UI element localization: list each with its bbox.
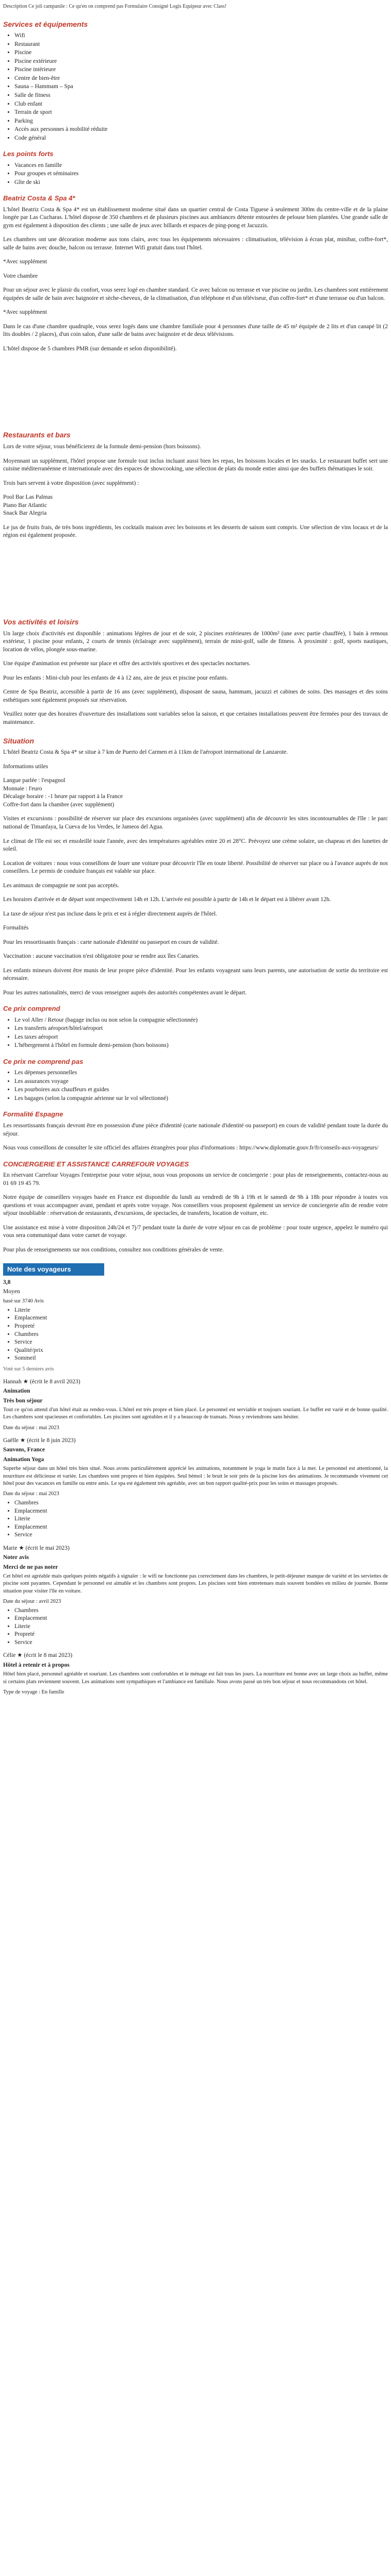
restaurants-description (3, 443, 388, 540)
situation-paragraph: Formalités (3, 925, 29, 931)
spacer (3, 359, 388, 421)
review-tags (3, 1607, 388, 1647)
situation-paragraph: Langue parlée : l'espagnol Monnaie : l'euro Décalage horaire : -1 heure par rapport à la France Coffre-fort dans la chambre (avec supplément) (3, 777, 123, 808)
prix-comprend-item: • Les taxes aéroport (14, 1033, 388, 1042)
review-category: • Chambres (14, 1331, 388, 1339)
situation-paragraph: Les horaires d'arrivée et de départ sont respectivement 14h et 12h. L'arrivée est possible à partir de 14h et le départ est à libérer avant 12h. (3, 896, 331, 903)
review-tag: • Service (14, 1531, 388, 1539)
situation-paragraph: Le climat de l'île est sec et ensoleillé toute l'année, avec des températures agréables entre 20 et 28°C. Prévoyez une crème solaire, un chapeau et des lunettes de soleil. (3, 838, 388, 853)
hotel-paragraph: Pour un séjour avec le plaisir du confort, vous serez logé en chambre standard. Ce avec balcon ou terrasse et vue piscine ou jardin. Les chambres sont entièrement équipées de salle de bain avec baignoire et sèche-cheveux, de la climatisation, d'un téléphone et d'un téléviseur, d'un coffre-fort* et d'une terrasse ou d'un balcon. (3, 287, 388, 301)
service-item: • Centre de bien-être (14, 75, 388, 83)
activite-paragraph: Centre de Spa Beatriz, accessible à partir de 16 ans (avec supplément), disposant de sauna, hammam, jacuzzi et cabines de soins. Des massages et des soins esthétiques sont également proposés sur réservation. (3, 689, 388, 703)
review-tag: • Chambres (14, 1499, 388, 1507)
review-label: Sauvons, France (3, 1447, 45, 1453)
conciergerie-paragraph: Pour plus de renseignements sur nos conditions, consultez nos conditions générales de vente. (3, 1246, 224, 1253)
services-title: Services et équipements (3, 20, 88, 28)
activite-paragraph: Une équipe d'animation est présente sur place et offre des activités sportives et des spectacles nocturnes. (3, 660, 251, 667)
review-category: • Literie (14, 1307, 388, 1315)
service-item: • Piscine intérieure (14, 66, 388, 74)
conciergerie-paragraph: Notre équipe de conseillers voyages basée en France est disponible du lundi au vendredi de 9h à 19h et le samedi de 9h à 18h pour répondre à toutes vos questions et vous accompagner avant, pendant et après votre voyage. Nos conseillers vous proposent également un service de conciergerie afin de rendre votre séjour inoubliable : réservation de restaurants, d'excursions, de spectacles, de transferts, location de voiture, etc. (3, 1194, 388, 1217)
restaurant-paragraph: Trois bars servent à votre disposition (avec supplément) : (3, 480, 139, 486)
situation-paragraph: Pour les autres nationalités, merci de vous renseigner auprès des autorités compétentes avant le départ. (3, 989, 247, 996)
service-item: • Sauna – Hammam – Spa (14, 83, 388, 91)
review-text: Superbe séjour dans un hôtel très bien situé. Nous avons particulièrement apprécié les animations, notamment le yoga le matin face à la mer. Le personnel est attentionné, la nourriture est délicieuse et variée. Les chambres sont propres et bien équipées. Seul bémol : le bruit le soir près de la piscine lors des animations. Je recommande vivement cet hôtel pour des vacances en famille ou entre amis. Le spa est également très agréable, avec un bon rapport qualité-prix pour les soins et massages proposés. (3, 1466, 388, 1486)
situation-paragraph: Pour les ressortissants français : carte nationale d'identité ou passeport en cours de validité. (3, 939, 219, 945)
conciergerie-paragraph: En réservant Carrefour Voyages l'entreprise pour votre séjour, nous vous proposons un service de conciergerie : pour plus de renseignements, contactez-nous au 01 69 19 45 79. (3, 1172, 388, 1187)
prix-comprend-item: • Les transferts aéroport/hôtel/aéroport (14, 1025, 388, 1033)
service-item: • Salle de fitness (14, 92, 388, 100)
reviews-summary (3, 1279, 388, 1373)
restaurant-paragraph: Le jus de fruits frais, de très bons ingrédients, les cocktails maison avec les boissons et les desserts de saison sont compris. Une sélection de vins locaux et de la région est également proposée. (3, 524, 388, 539)
review-title: Très bon séjour (3, 1397, 43, 1404)
review-tag: • Propreté (14, 1631, 388, 1639)
review-title: Animation Yoga (3, 1456, 44, 1463)
service-item: • Piscine (14, 49, 388, 57)
prix-ne-comprend-item: • Les assurances voyage (14, 1078, 388, 1086)
formalite-paragraph: Les ressortissants français devront être en possession d'une pièce d'identité (carte nationale d'identité ou passeport) en cours de validité pendant toute la durée du séjour. (3, 1122, 388, 1137)
review-date: Date du séjour : mai 2023 (3, 1425, 59, 1431)
formalite-paragraph: Nous vous conseillons de consulter le site officiel des affaires étrangères pour plus d'informations : https://www.diplomatie.gouv.fr/fr/conseils-aux-voyageurs/ (3, 1145, 379, 1151)
prix-ne-comprend-item: • Les bagages (selon la compagnie aérienne sur le vol sélectionné) (14, 1095, 388, 1103)
restaurant-paragraph: Moyennant un supplément, l'hôtel propose une formule tout inclus incluant aussi bien les repas, les boissons locales et les snacks. Le restaurant buffet sert une cuisine méditerranéenne et internationale avec des espaces de showcooking, une sélection de plats du monde entier ainsi que des buffets thématiques le soir. (3, 457, 388, 472)
review-header: Marie ★ (écrit le mai 2023) (3, 1545, 70, 1551)
review-category: • Propreté (14, 1323, 388, 1331)
review-tag: • Emplacement (14, 1507, 388, 1516)
prix-comprend-item: • L'hébergement à l'hôtel en formule demi-pension (hors boissons) (14, 1042, 388, 1050)
hotel-title: Beatriz Costa & Spa 4* (3, 194, 75, 202)
review-entry (3, 1437, 388, 1539)
situation-paragraph: Location de voitures : nous vous conseillons de louer une voiture pour découvrir l'île en toute liberté. Possibilité de réserver sur place ou à l'avance auprès de nos conseillers. Le permis de conduire français est valable sur place. (3, 860, 388, 875)
hotel-paragraph: Dans le cas d'une chambre quadruple, vous serez logés dans une chambre familiale pour 4 personnes d'une taille de 45 m² équipée de 2 lits et d'un canapé lit (2 lits doubles / 2 places), d'un coin salon, d'une salle de bains avec baignoire et de deux télévisions. (3, 323, 388, 338)
prix-ne-comprend-pas-title: Ce prix ne comprend pas (3, 1057, 84, 1065)
review-entry (3, 1378, 388, 1432)
reviews-score-label: Moyen (3, 1289, 20, 1295)
review-tag: • Literie (14, 1515, 388, 1523)
points-forts-title: Les points forts (3, 150, 54, 158)
review-title: Merci de ne pas noter (3, 1564, 58, 1570)
review-date: Date du séjour : mai 2023 (3, 1490, 59, 1497)
review-header: Hannah ★ (écrit le 8 avril 2023) (3, 1378, 80, 1385)
reviews-score: 3,8 (3, 1279, 11, 1285)
conciergerie-description (3, 1172, 388, 1254)
situation-paragraph: L'hôtel Beatriz Costa & Spa 4* se situe à 7 km de Puerto del Carmen et à 11km de l'aéroport international de Lanzarote. (3, 749, 288, 756)
prix-ne-comprend-item: • Les pourboires aux chauffeurs et guides (14, 1086, 388, 1094)
prix-ne-comprend-item: • Les dépenses personnelles (14, 1069, 388, 1077)
activite-paragraph: Veuillez noter que des horaires d'ouverture des installations sont variables selon la saison, et que certaines installations peuvent être fermées pour des travaux de maintenance. (3, 711, 388, 725)
hotel-description (3, 206, 388, 353)
service-item: • Restaurant (14, 41, 388, 49)
points-forts-list (3, 162, 388, 187)
review-category: • Service (14, 1338, 388, 1347)
situation-paragraph: Informations utiles (3, 763, 48, 770)
conciergerie-paragraph: Une assistance est mise à votre disposition 24h/24 et 7j/7 pendant toute la durée de votre séjour en cas de problème : pour toute urgence, appelez le numéro qui vous sera communiqué dans votre carnet de voyage. (3, 1224, 388, 1239)
reviews-list (3, 1378, 388, 1696)
situation-title: Situation (3, 736, 34, 745)
review-text: Tout ce qu'on attend d'un hôtel était au rendez-vous. L'hôtel est très propre et bien placé. Le personnel est serviable et toujours souriant. Le buffet est varié et de bonne qualité. Les chambres sont spacieuses et confortables. Les piscines sont agréables et il y a beaucoup de transats. Nous y reviendrons sans hésiter. (3, 1407, 388, 1420)
prix-comprend-title: Ce prix comprend (3, 1005, 60, 1013)
situation-description (3, 749, 388, 997)
review-text: Hôtel bien placé, personnel agréable et souriant. Les chambres sont confortables et le ménage est fait tous les jours. La nourriture est bonne avec un large choix au buffet, même si certains plats reviennent souvent. Les animations sont sympathiques et l'ambiance est familiale. Nous avons passé un très bon séjour et nous recommandons cet hôtel. (3, 1671, 388, 1685)
activites-description (3, 630, 388, 727)
situation-paragraph: Vaccination : aucune vaccination n'est obligatoire pour se rendre aux îles Canaries. (3, 953, 200, 960)
reviews-visited: Voté sur 5 derniers avis (3, 1366, 54, 1372)
review-label: Hôtel à retenir et à propos (3, 1662, 70, 1668)
review-tag: • Literie (14, 1623, 388, 1631)
spacer (3, 546, 388, 608)
reviews-categories (3, 1307, 388, 1363)
hotel-paragraph: Votre chambre (3, 273, 38, 279)
service-item: • Piscine extérieure (14, 58, 388, 66)
restaurant-paragraph: Pool Bar Las Palmas Piano Bar Atlantic Snack Bar Alegria (3, 494, 53, 517)
activite-paragraph: Pour les enfants : Mini-club pour les enfants de 4 à 12 ans, aire de jeux et piscine pour enfants. (3, 674, 228, 681)
review-tag: • Emplacement (14, 1523, 388, 1532)
situation-paragraph: Les enfants mineurs doivent être munis de leur propre pièce d'identité. Pour les enfants voyageant sans leurs parents, une autorisation de sortie du territoire est nécessaire. (3, 967, 388, 982)
conciergerie-title: CONCIERGERIE ET ASSISTANCE CARREFOUR VOYAGES (3, 1160, 189, 1168)
service-item: • Accès aux personnes à mobilité réduite (14, 126, 388, 134)
point-fort-item: • Gîte de ski (14, 179, 388, 187)
reviews-banner: Note des voyageurs (3, 1263, 104, 1276)
review-tag: • Chambres (14, 1607, 388, 1615)
intro-text: Description Ce joli campanile : Ce qu'en on comprend pas Formulaire Consigné Logis Equipeur avec Class! (3, 4, 227, 9)
restaurants-title: Restaurants et bars (3, 431, 71, 439)
review-tag: • Service (14, 1639, 388, 1647)
review-tags (3, 1499, 388, 1539)
activites-title: Vos activités et loisirs (3, 617, 79, 626)
review-entry (3, 1545, 388, 1647)
prix-comprend-item: • Le vol Aller / Retour (bagage inclus ou non selon la compagnie sélectionnée) (14, 1016, 388, 1025)
review-label: Animation (3, 1388, 30, 1395)
service-item: • Club enfant (14, 100, 388, 109)
service-item: • Wifi (14, 32, 388, 40)
formalite-description (3, 1122, 388, 1153)
review-category: • Sommeil (14, 1354, 388, 1363)
services-list (3, 32, 388, 142)
prix-comprend-list (3, 1016, 388, 1050)
review-header: Gaëlle ★ (écrit le 8 juin 2023) (3, 1437, 76, 1444)
point-fort-item: • Pour groupes et séminaires (14, 170, 388, 178)
review-date: Date du séjour : avril 2023 (3, 1598, 61, 1604)
activite-paragraph: Un large choix d'activités est disponible : animations légères de jour et de soir, 2 piscines extérieures de 1000m² (une avec partie chauffée), 1 bain à remous extérieur, 1 piscine pour enfants, 2 courts de tennis (éclairage avec supplément), terrain de mini-golf, salle de fitness. À proximité : golf, sports nautiques, location de vélos, plongée sous-marine. (3, 630, 388, 653)
hotel-paragraph: L'hôtel dispose de 5 chambres PMR (sur demande et selon disponibilité). (3, 345, 177, 352)
review-header: Célie ★ (écrit le 8 mai 2023) (3, 1652, 73, 1659)
review-category: • Emplacement (14, 1314, 388, 1323)
point-fort-item: • Vacances en famille (14, 162, 388, 170)
prix-ne-comprend-pas-list (3, 1069, 388, 1103)
hotel-paragraph: *Avec supplément (3, 309, 47, 316)
formalite-title: Formalité Espagne (3, 1110, 63, 1118)
review-entry (3, 1652, 388, 1696)
review-type: Type de voyage : En famille (3, 1689, 64, 1695)
hotel-paragraph: *Avec supplément (3, 259, 47, 265)
review-category: • Qualité/prix (14, 1347, 388, 1355)
hotel-paragraph: L'hôtel Beatriz Costa & Spa 4* est un établissement moderne situé dans un quartier central de Costa Tiguese à seulement 300m du centre-ville et de la plaine longée par Las Cucharas. L'hôtel dispose de 350 chambres et de plusieurs piscines aux ambiances détente entourées de pelouse bien plantées. Une grande salle de gym est également à disposition des clients ; une salle de jeux avec billards et espaces de ping-pong et Jacuzzis. (3, 206, 388, 229)
hotel-paragraph: Les chambres ont une décoration moderne aux tons clairs, avec tous les équipements nécessaires : climatisation, télévision à écran plat, minibar, coffre-fort*, salle de bains avec douche, balcon ou terrasse. Internet Wifi gratuit dans tout l'hôtel. (3, 236, 388, 251)
review-text: Cet hôtel est agréable mais quelques points négatifs à signaler : le wifi ne fonctionne pas correctement dans les chambres, le petit-déjeuner manque de variété et les serviettes de piscine sont payantes. Cependant le personnel est aimable et les chambres sont propres. Les piscines sont bien entretenues mais souvent bondées en milieu de journée. Bonne situation pour visiter l'île en voiture. (3, 1573, 388, 1594)
service-item: • Parking (14, 117, 388, 126)
situation-paragraph: Visites et excursions : possibilité de réserver sur place des excursions organisées (avec supplément) afin de découvrir les sites incontournables de l'île : le parc national de Timanfaya, la Cueva de los Verdes, le Jameos del Agua. (3, 816, 388, 830)
service-item: • Terrain de sport (14, 109, 388, 117)
review-label: Noter avis (3, 1554, 29, 1561)
review-tag: • Emplacement (14, 1615, 388, 1623)
reviews-based-on: basé sur 3740 Avis (3, 1298, 44, 1304)
situation-paragraph: La taxe de séjour n'est pas incluse dans le prix et est à régler directement auprès de l'hôtel. (3, 910, 217, 917)
restaurant-paragraph: Lors de votre séjour, vous bénéficierez de la formule demi-pension (hors boissons). (3, 444, 201, 450)
service-item: • Code général (14, 134, 388, 143)
situation-paragraph: Les animaux de compagnie ne sont pas acceptés. (3, 882, 119, 889)
